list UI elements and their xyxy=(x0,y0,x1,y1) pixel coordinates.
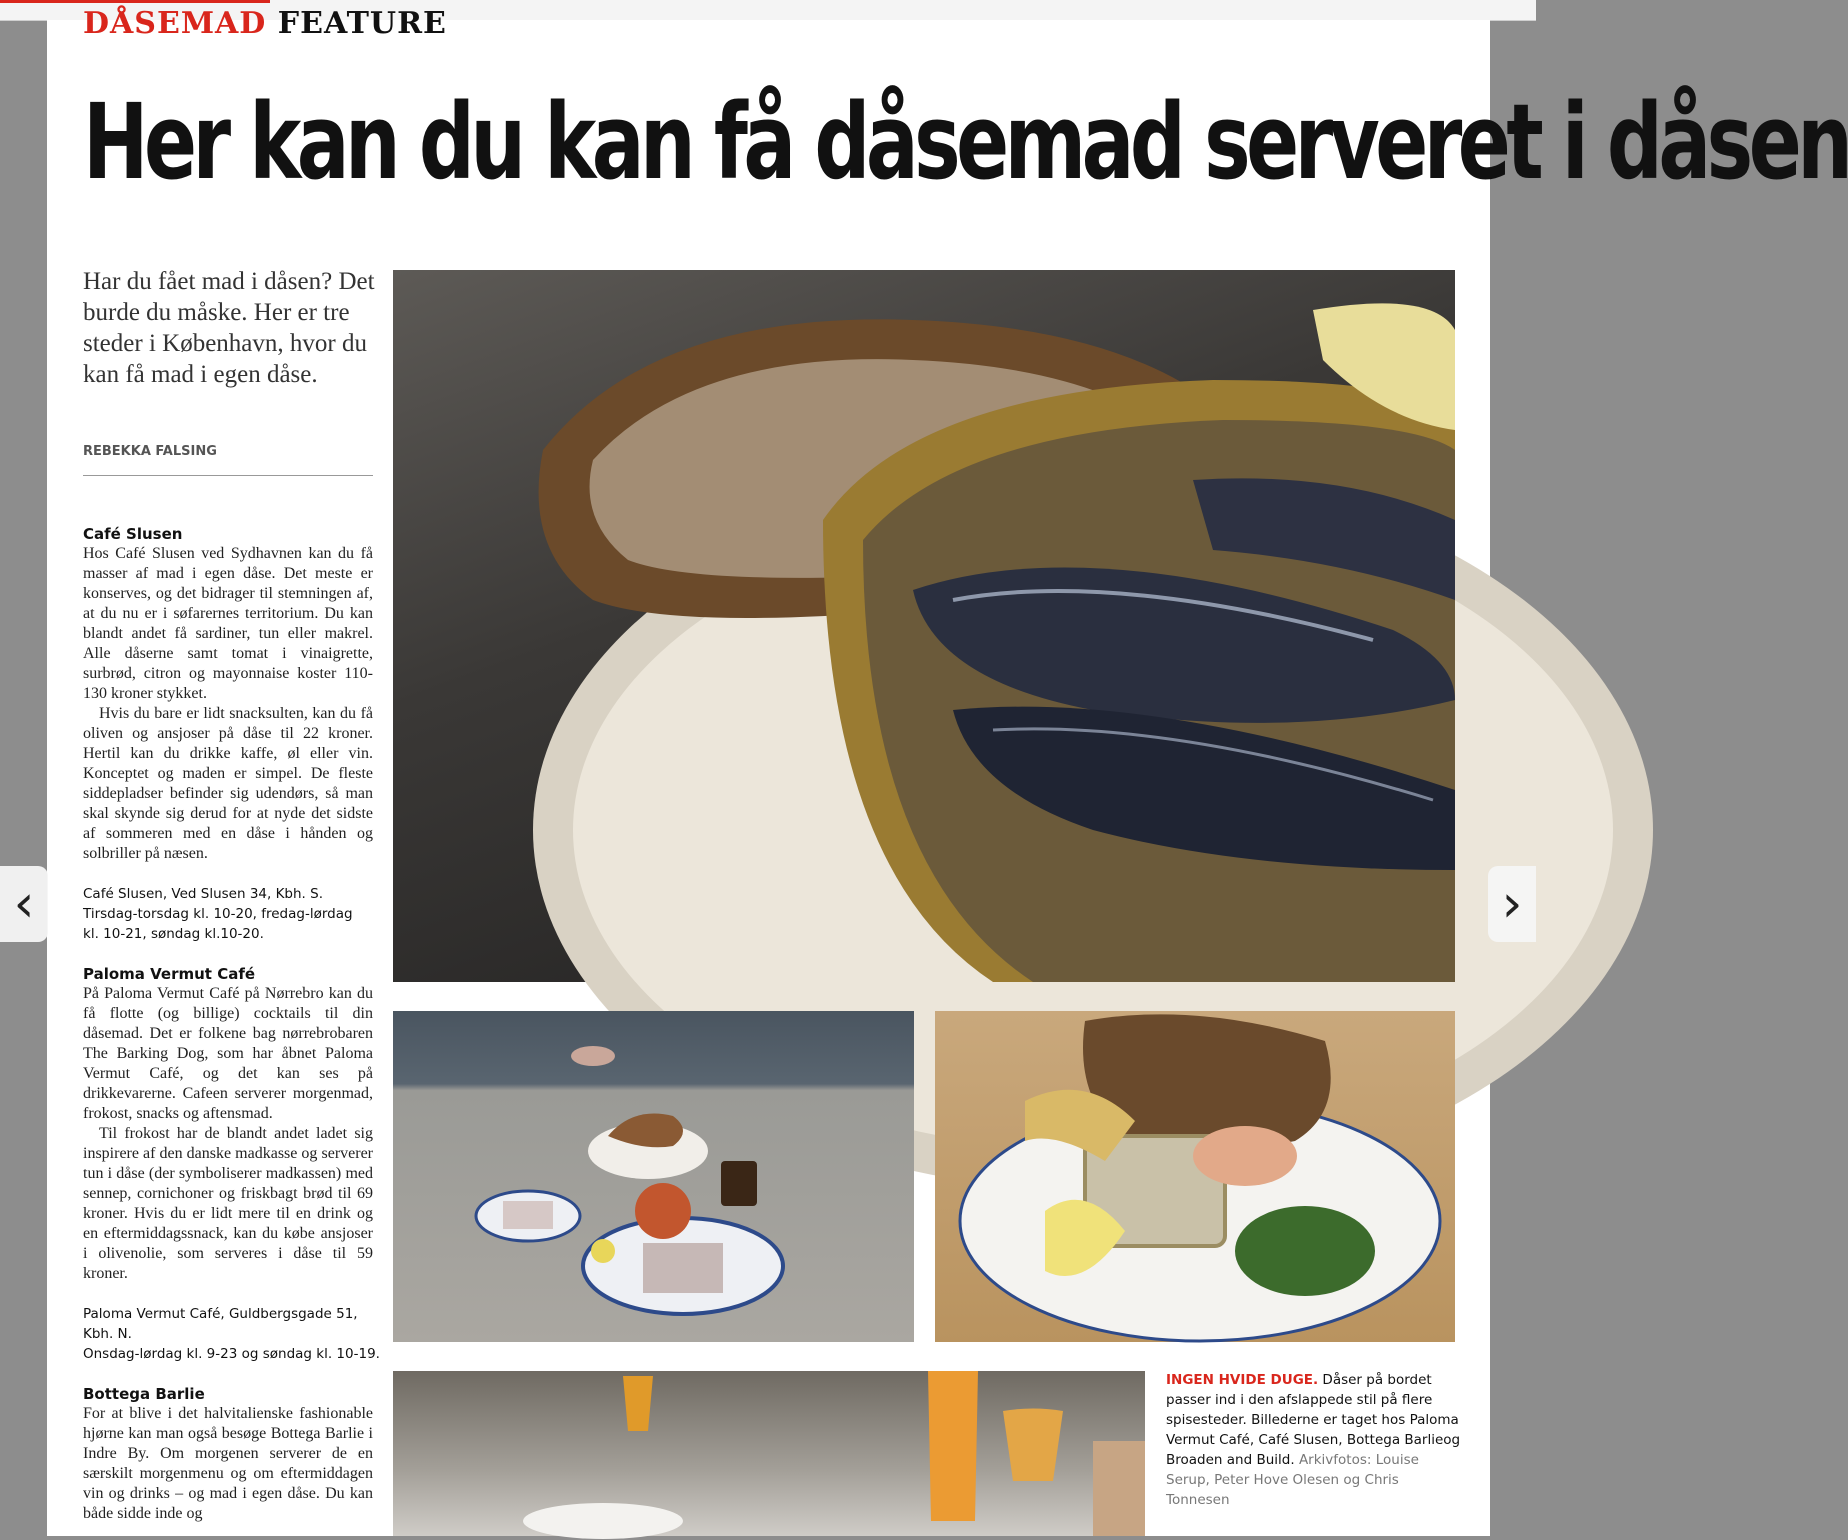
sardine-illustration xyxy=(393,270,1455,982)
byline: REBEKKA FALSING xyxy=(83,444,373,476)
previous-page-button[interactable] xyxy=(0,866,48,942)
tin-shape xyxy=(643,1243,723,1293)
info-line: Onsdag-lørdag kl. 9-23 og søndag kl. 10-19. xyxy=(83,1346,380,1362)
caption-heading: INGEN HVIDE DUGE. xyxy=(1166,1372,1319,1388)
caption-text: Dåser på bordet passer ind i den afslappede stil på flere spisesteder. Billederne er taget hos Paloma Vermut Café, Café Slusen, Bottega Barlieog Broaden and Build. xyxy=(1166,1372,1461,1468)
beer-glass-shape xyxy=(928,1371,978,1521)
lead-paragraph: Har du fået mad i dåsen? Det burde du måske. Her er tre steder i København, hvor du kan få mad i egen dåse. xyxy=(83,268,375,388)
headline: Her kan du kan få dåsemad serveret i dåsen xyxy=(83,81,1848,203)
info-line: Café Slusen, Ved Slusen 34, Kbh. S. xyxy=(83,886,324,902)
section-title-bottega: Bottega Barlie xyxy=(83,1385,205,1403)
chevron-right-icon: › xyxy=(1501,874,1523,934)
progress-line xyxy=(0,0,270,3)
body-paragraph: Til frokost har de blandt andet ladet sig inspirere af den danske madkasse og serverer tun i dåse (der symboliserer madkassen) med sennep, cornichoner og friskbagt brød til 69 kroner. Hvis du er lidt mere til en drink og en eftermiddagssnack, kan du købe ansjoser i olivenolie, som serveres i dåse til 59 kroner. xyxy=(83,1125,373,1282)
section-title-paloma: Paloma Vermut Café xyxy=(83,965,256,983)
beer-glass-shape xyxy=(623,1376,653,1431)
basket-shape xyxy=(1093,1441,1145,1536)
info-line: Paloma Vermut Café, Guldbergsgade 51, xyxy=(83,1306,358,1322)
info-line: kl. 10-21, søndag kl.10-20. xyxy=(83,926,264,942)
info-line: Kbh. N. xyxy=(83,1326,132,1342)
body-paragraph: Hvis du bare er lidt snacksulten, kan du få oliven og ansjoser på dåse til 22 kroner. Hertil kan du drikke kaffe, øl eller vin. Konceptet og maden er simpel. De fleste siddepladser befinder sig udendørs, så man skal skynde sig derud for at nyde det sidste af sommeren med en dåse i hånden og solbriller på næsen. xyxy=(83,705,373,862)
kicker-red: DÅSEMAD xyxy=(83,6,267,41)
drinks-illustration xyxy=(393,1371,1145,1536)
harbour-lunch-photo xyxy=(393,1011,914,1342)
tomato-bowl-shape xyxy=(635,1183,691,1239)
sardine-tin-with-bread-photo xyxy=(393,270,1455,982)
venue-info-cafe-slusen xyxy=(83,884,373,944)
dip-shape xyxy=(1193,1126,1297,1186)
chevron-left-icon: ‹ xyxy=(13,874,35,934)
photo-caption xyxy=(1166,1370,1466,1510)
section-kicker xyxy=(83,6,447,41)
section-title-cafe-slusen: Café Slusen xyxy=(83,525,183,543)
article-body xyxy=(83,524,380,1524)
venue-info-paloma xyxy=(83,1304,380,1364)
info-line: Tirsdag-torsdag kl. 10-20, fredag-lørdag xyxy=(83,906,353,922)
plate-illustration xyxy=(935,1011,1455,1342)
plate-shape xyxy=(523,1503,683,1539)
tin-shape xyxy=(503,1201,553,1229)
body-paragraph: På Paloma Vermut Café på Nørrebro kan du få flotte (og billige) cocktails til din dåsemad. Det er folkene bag nørrebrobaren The Barking Dog, som har åbnet Paloma Vermut Café, og det kan ses på drikkevarerne. Cafeen serverer morgenmad, frokost, snacks og aftensmad. xyxy=(83,985,373,1122)
photo-credit: Arkivfotos: Louise Serup, Peter Hove Olesen og Chris Tonnesen xyxy=(1166,1452,1419,1508)
next-page-button[interactable] xyxy=(1488,866,1536,942)
lemon-shape xyxy=(591,1239,615,1263)
harbour-illustration xyxy=(393,1011,914,1342)
swimmer-shape xyxy=(571,1046,615,1066)
coffee-glass-shape xyxy=(721,1161,757,1206)
herbs-shape xyxy=(1235,1206,1375,1296)
fish-tin-plate-photo xyxy=(935,1011,1455,1342)
newspaper-page xyxy=(47,6,1848,1536)
beer-glasses-photo xyxy=(393,1371,1145,1536)
kicker-black: FEATURE xyxy=(277,6,447,41)
body-paragraph: Hos Café Slusen ved Sydhavnen kan du få masser af mad i egen dåse. Det meste er konserves, og det bidrager til stemningen af, at du nu er i søfarernes territorium. Du kan blandt andet få sardiner, tun eller makrel. Alle dåserne samt tomat i vinaigrette, surbrød, citron og mayonnaise koster 110-130 kroner stykket. xyxy=(83,545,373,702)
body-paragraph: For at blive i det halvitalienske fashionable hjørne kan man også besøge Bottega Barlie i Indre By. Om morgenen serverer de en særskilt morgenmenu og om eftermiddagen vin og drinks – og mad i egen dåse. Du kan både sidde inde og xyxy=(83,1405,373,1522)
beer-glass-shape xyxy=(1003,1409,1063,1482)
